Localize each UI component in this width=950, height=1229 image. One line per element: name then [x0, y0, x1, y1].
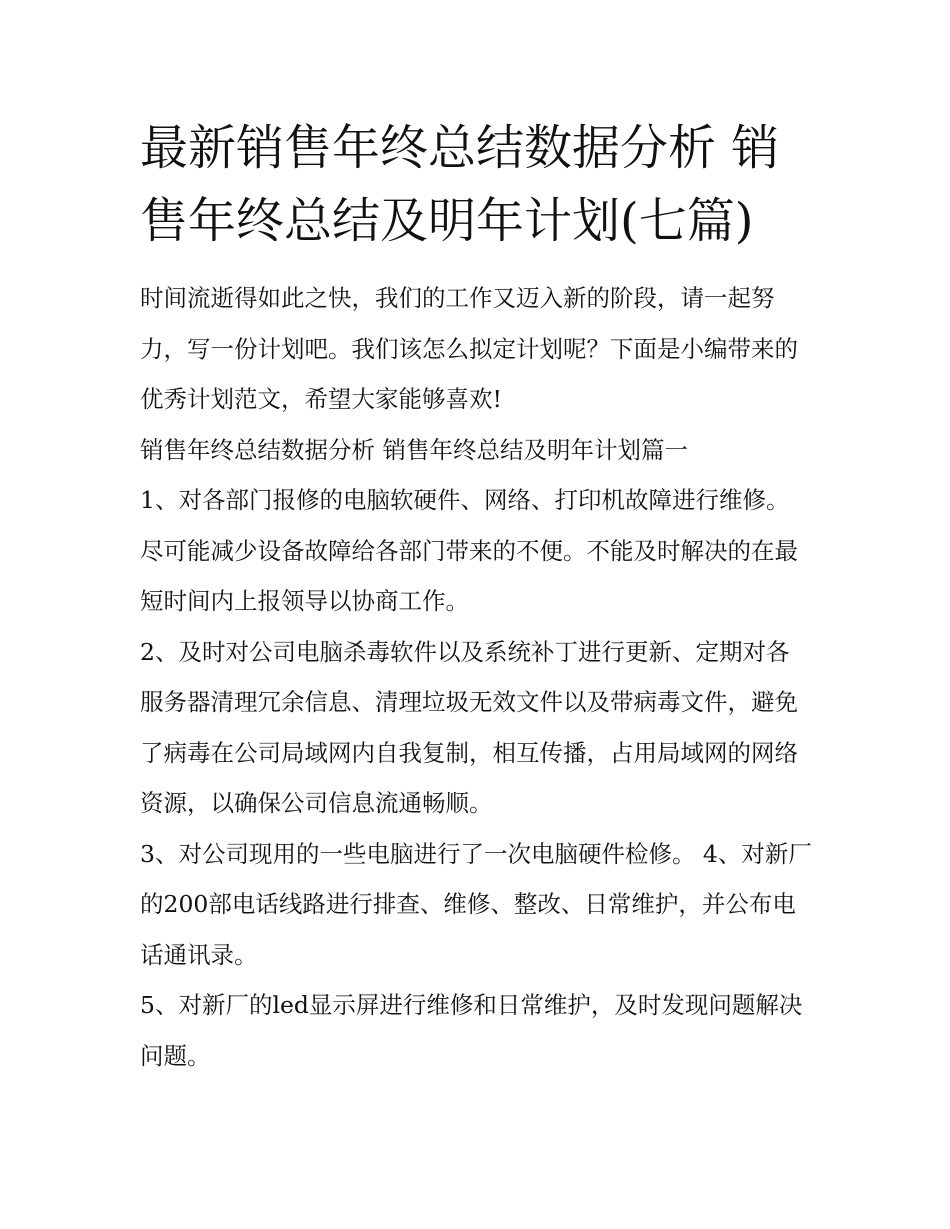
- list-item-2: 2、及时对公司电脑杀毒软件以及系统补丁进行更新、定期对各服务器清理冗余信息、清理垃圾无效文件以及带病毒文件，避免了病毒在公司局域网内自我复制，相互传播，占用局域网的网络资源，以确保公司信息流通畅顺。: [140, 637, 798, 817]
- document-body: [140, 273, 812, 1081]
- list-item-1: 1、对各部门报修的电脑软硬件、网络、打印机故障进行维修。尽可能减少设备故障给各部门带来的不便。不能及时解决的在最短时间内上报领导以协商工作。: [140, 486, 798, 615]
- list-item-5: 5、对新厂的led显示屏进行维修和日常维护，及时发现问题解决问题。: [140, 991, 803, 1070]
- intro-paragraph: 时间流逝得如此之快，我们的工作又迈入新的阶段，请一起努力，写一份计划吧。我们该怎么拟定计划呢？下面是小编带来的优秀计划范文，希望大家能够喜欢!: [140, 284, 798, 413]
- list-item-3-4: 3、对公司现用的一些电脑进行了一次电脑硬件检修。 4、对新厂的200部电话线路进行排查、维修、整改、日常维护，并公布电话通讯录。: [140, 839, 812, 969]
- document-title: 最新销售年终总结数据分析 销售年终总结及明年计划(七篇): [140, 120, 780, 249]
- document-page: [140, 112, 812, 1081]
- section-heading: 销售年终总结数据分析 销售年终总结及明年计划篇一: [140, 435, 688, 464]
